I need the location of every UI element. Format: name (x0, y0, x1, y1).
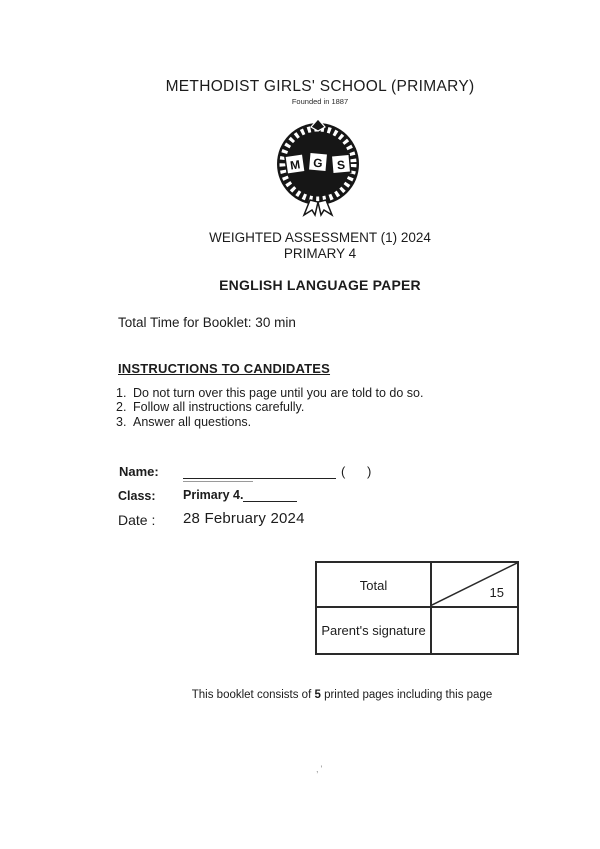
parent-signature-cell-label: Parent's signature (321, 623, 426, 638)
level-title: PRIMARY 4 (283, 246, 357, 261)
scan-artifact-mark: ,' (316, 764, 325, 774)
crest-letter-g: G (312, 155, 324, 171)
class-fill-in-line (243, 487, 297, 502)
school-crest-logo (266, 118, 370, 218)
assessment-title: WEIGHTED ASSESSMENT (1) 2024 (209, 230, 431, 245)
footer-page-count: 5 (314, 689, 321, 701)
crest-letter-m: M (289, 157, 302, 173)
class-label: Class: (118, 489, 156, 503)
instruction-text: Answer all questions. (133, 414, 252, 429)
founded-text: Founded in 1887 (291, 97, 349, 106)
score-table (315, 561, 519, 655)
crest-letters (285, 152, 351, 174)
class-value: Primary 4. (183, 488, 244, 502)
instruction-item (116, 386, 423, 400)
total-marks-value: 15 (489, 585, 504, 600)
paper-title: ENGLISH LANGUAGE PAPER (219, 277, 421, 293)
instruction-number: 1. (116, 386, 127, 400)
name-label: Name: (119, 464, 159, 479)
index-number-brackets: ( ) (341, 464, 372, 479)
instruction-number: 2. (116, 400, 127, 415)
school-name: METHODIST GIRLS' SCHOOL (PRIMARY) (165, 78, 475, 95)
instructions-heading: INSTRUCTIONS TO CANDIDATES (118, 361, 331, 376)
instruction-number: 3. (116, 414, 127, 429)
instruction-text: Do not turn over this page until you are told to do so. (133, 386, 424, 400)
instructions-list (116, 386, 423, 429)
crest-letter-s: S (336, 157, 346, 173)
footer-prefix: This booklet consists of (191, 689, 315, 701)
date-value: 28 February 2024 (183, 510, 305, 527)
instruction-item (116, 400, 423, 414)
total-cell-label: Total (359, 578, 388, 593)
total-time-text: Total Time for Booklet: 30 min (118, 315, 296, 330)
instruction-item (116, 415, 423, 429)
footer-note (62, 689, 600, 701)
instruction-text: Follow all instructions carefully. (133, 400, 305, 415)
date-label: Date : (118, 512, 156, 528)
footer-suffix: printed pages including this page (320, 689, 493, 701)
name-line-scan-ghost (183, 466, 253, 482)
